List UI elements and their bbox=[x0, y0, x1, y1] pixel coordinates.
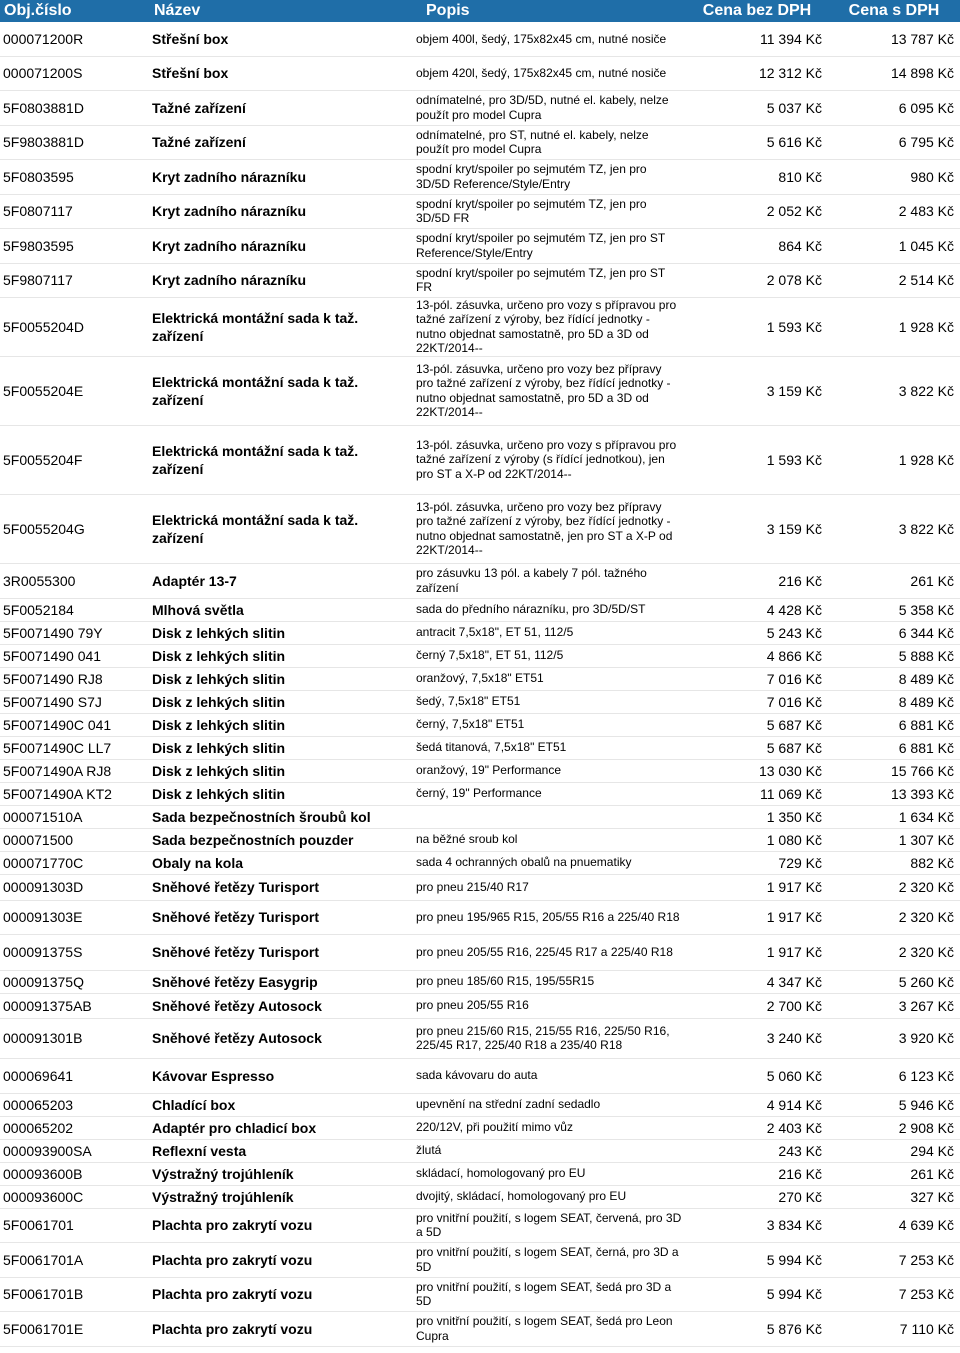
item-description: antracit 7,5x18", ET 51, 112/5 bbox=[416, 625, 574, 640]
item-name: Sněhové řetězy Turisport bbox=[152, 879, 320, 895]
item-code: 000091375Q bbox=[3, 973, 84, 990]
item-price-gross: 3 267 Kč bbox=[898, 997, 954, 1014]
item-price-gross: 7 253 Kč bbox=[898, 1251, 954, 1268]
item-description: spodní kryt/spoiler po sejmutém TZ, jen pro 3D/5D Reference/Style/Entry bbox=[416, 162, 647, 191]
item-price-gross: 13 787 Kč bbox=[890, 30, 954, 47]
table-row bbox=[0, 563, 960, 598]
item-name: Plachta pro zakrytí vozu bbox=[152, 1217, 313, 1233]
item-name: Obaly na kola bbox=[152, 854, 244, 871]
table-row bbox=[0, 1058, 960, 1093]
item-price-gross: 4 639 Kč bbox=[898, 1217, 954, 1233]
table-row bbox=[0, 22, 960, 56]
item-price-net: 5 994 Kč bbox=[766, 1251, 822, 1268]
item-code: 000071500 bbox=[3, 831, 74, 848]
item-code: 5F9803881D bbox=[3, 134, 84, 150]
item-code: 3R0055300 bbox=[3, 572, 76, 589]
table-row bbox=[0, 425, 960, 494]
item-description: pro pneu 205/55 R16 bbox=[416, 998, 529, 1013]
item-code: 000071200R bbox=[3, 30, 84, 47]
item-price-gross: 1 928 Kč bbox=[898, 451, 954, 468]
item-price-net: 243 Kč bbox=[778, 1142, 822, 1159]
item-price-gross: 7 110 Kč bbox=[899, 1320, 954, 1337]
item-price-net: 11 069 Kč bbox=[759, 785, 822, 802]
item-name: Reflexní vesta bbox=[152, 1142, 247, 1159]
item-description: pro pneu 215/60 R15, 215/55 R16, 225/50 R16, 225/45 R17, 225/40 R18 a 235/40 R18 bbox=[416, 1023, 670, 1052]
item-price-gross: 14 898 Kč bbox=[890, 65, 954, 81]
table-row bbox=[0, 1162, 960, 1185]
item-description: šedá titanová, 7,5x18" ET51 bbox=[416, 740, 567, 755]
item-description: pro pneu 185/60 R15, 195/55R15 bbox=[416, 974, 595, 989]
item-description: 13-pól. zásuvka, určeno pro vozy s přípravou pro tažné zařízení z výroby, bez řídící jednotky - nutno objednat samostatně, pro 5D a 3D od 22KT/2014-- bbox=[416, 297, 677, 355]
item-code: 5F0071490 79Y bbox=[3, 624, 103, 641]
table-row bbox=[0, 736, 960, 759]
item-price-gross: 980 Kč bbox=[910, 168, 954, 185]
item-price-gross: 8 489 Kč bbox=[898, 693, 954, 710]
table-row bbox=[0, 1018, 960, 1058]
item-price-gross: 261 Kč bbox=[910, 572, 954, 589]
item-price-gross: 261 Kč bbox=[910, 1165, 954, 1182]
item-price-net: 5 616 Kč bbox=[766, 134, 822, 150]
item-name: Mlhová světla bbox=[152, 601, 244, 618]
item-name: Elektrická montážní sada k taž. zařízení bbox=[152, 309, 359, 344]
item-code: 5F0061701 bbox=[3, 1217, 74, 1233]
item-price-net: 4 428 Kč bbox=[766, 601, 822, 618]
item-name: Sada bezpečnostních šroubů kol bbox=[152, 808, 371, 825]
item-price-net: 5 687 Kč bbox=[766, 716, 822, 733]
item-price-gross: 5 888 Kč bbox=[898, 647, 954, 664]
item-name: Kryt zadního nárazníku bbox=[152, 168, 307, 185]
item-code: 5F0807117 bbox=[3, 203, 73, 219]
item-price-net: 216 Kč bbox=[778, 1165, 822, 1182]
item-name: Disk z lehkých slitin bbox=[152, 739, 286, 756]
item-description: oranžový, 7,5x18" ET51 bbox=[416, 671, 544, 686]
item-name: Plachta pro zakrytí vozu bbox=[152, 1286, 313, 1302]
item-price-net: 216 Kč bbox=[778, 572, 822, 589]
item-price-net: 2 403 Kč bbox=[766, 1119, 822, 1136]
table-row bbox=[0, 970, 960, 993]
item-description: na běžné sroub kol bbox=[416, 832, 518, 847]
item-price-net: 729 Kč bbox=[778, 854, 822, 871]
item-name: Sněhové řetězy Autosock bbox=[152, 997, 322, 1014]
item-price-gross: 2 483 Kč bbox=[898, 203, 954, 219]
item-description: sada kávovaru do auta bbox=[416, 1068, 538, 1083]
header-description: Popis bbox=[410, 0, 686, 22]
item-name: Disk z lehkých slitin bbox=[152, 693, 286, 710]
item-price-gross: 5 946 Kč bbox=[898, 1096, 954, 1113]
item-code: 000093900SA bbox=[3, 1142, 92, 1159]
item-price-gross: 2 908 Kč bbox=[898, 1119, 954, 1136]
item-name: Disk z lehkých slitin bbox=[152, 762, 286, 779]
item-name: Sněhové řetězy Turisport bbox=[152, 944, 320, 960]
header-row bbox=[0, 0, 960, 22]
item-name: Plachta pro zakrytí vozu bbox=[152, 1320, 313, 1337]
table-row bbox=[0, 1311, 960, 1346]
item-price-net: 5 243 Kč bbox=[766, 624, 822, 641]
table-row bbox=[0, 159, 960, 194]
table-row bbox=[0, 644, 960, 667]
item-code: 5F0055204G bbox=[3, 520, 85, 537]
table-row bbox=[0, 56, 960, 90]
item-description: pro pneu 205/55 R16, 225/45 R17 a 225/40 R18 bbox=[416, 944, 673, 959]
item-price-gross: 5 358 Kč bbox=[898, 601, 954, 618]
item-code: 5F0071490A RJ8 bbox=[3, 762, 112, 779]
table-row bbox=[0, 621, 960, 644]
item-price-gross: 294 Kč bbox=[910, 1142, 954, 1159]
item-price-gross: 6 344 Kč bbox=[898, 624, 954, 641]
item-description: šedý, 7,5x18" ET51 bbox=[416, 694, 521, 709]
item-code: 5F0071490 S7J bbox=[3, 693, 102, 710]
item-price-net: 3 240 Kč bbox=[766, 1030, 822, 1046]
item-price-gross: 6 881 Kč bbox=[898, 739, 954, 756]
item-description: oranžový, 19" Performance bbox=[416, 763, 561, 778]
header-code: Obj.číslo bbox=[0, 0, 144, 22]
item-name: Elektrická montážní sada k taž. zařízení bbox=[152, 511, 359, 546]
item-name: Kávovar Espresso bbox=[152, 1067, 275, 1084]
item-description: pro vnitřní použití, s logem SEAT, šedá pro Leon Cupra bbox=[416, 1314, 673, 1343]
item-price-net: 5 876 Kč bbox=[766, 1320, 822, 1337]
item-description: pro pneu 215/40 R17 bbox=[416, 879, 529, 894]
item-name: Kryt zadního nárazníku bbox=[152, 203, 307, 219]
item-description: odnímatelné, pro ST, nutné el. kabely, nelze použít pro model Cupra bbox=[416, 127, 649, 156]
item-price-net: 4 866 Kč bbox=[766, 647, 822, 664]
item-name: Výstražný trojúhleník bbox=[152, 1165, 294, 1182]
item-price-net: 4 914 Kč bbox=[766, 1096, 822, 1113]
item-price-gross: 2 320 Kč bbox=[898, 944, 954, 960]
item-price-net: 12 312 Kč bbox=[758, 65, 822, 81]
table-row bbox=[0, 874, 960, 900]
item-description: 13-pól. zásuvka, určeno pro vozy bez přípravy pro tažné zařízení z výroby, bez řídící jednotky - nutno objednat samostatně, pro 5D a 3D od 22KT/2014-- bbox=[416, 361, 671, 419]
item-price-net: 11 394 Kč bbox=[759, 30, 822, 47]
table-row bbox=[0, 759, 960, 782]
item-code: 000091303D bbox=[3, 879, 84, 895]
item-price-net: 1 917 Kč bbox=[766, 909, 822, 925]
item-code: 5F0071490A KT2 bbox=[3, 785, 112, 802]
item-name: Střešní box bbox=[152, 65, 229, 81]
table-row bbox=[0, 667, 960, 690]
item-code: 000091375AB bbox=[3, 997, 92, 1014]
item-price-net: 5 994 Kč bbox=[766, 1286, 822, 1302]
item-price-net: 3 834 Kč bbox=[766, 1217, 822, 1233]
item-code: 000091375S bbox=[3, 944, 83, 960]
table-row bbox=[0, 598, 960, 621]
table-row bbox=[0, 782, 960, 805]
table-row bbox=[0, 125, 960, 159]
item-price-net: 3 159 Kč bbox=[766, 520, 822, 537]
item-description: 13-pól. zásuvka, určeno pro vozy s přípravou pro tažné zařízení z výroby (s řídící jednotkou), jen pro ST a X-P od 22KT/2014-- bbox=[416, 437, 677, 481]
item-description: černý, 19" Performance bbox=[416, 786, 542, 801]
item-price-net: 1 593 Kč bbox=[766, 451, 822, 468]
item-price-net: 5 060 Kč bbox=[766, 1067, 822, 1084]
item-price-gross: 2 320 Kč bbox=[898, 909, 954, 925]
table-row bbox=[0, 993, 960, 1018]
item-price-net: 5 687 Kč bbox=[766, 739, 822, 756]
table-row bbox=[0, 297, 960, 356]
item-description: pro zásuvku 13 pól. a kabely 7 pól. tažného zařízení bbox=[416, 566, 647, 595]
item-code: 000071770C bbox=[3, 854, 84, 871]
table-row bbox=[0, 1185, 960, 1208]
header-price-gross: Cena s DPH bbox=[828, 0, 960, 22]
header-name: Název bbox=[144, 0, 410, 22]
item-code: 5F0071490C 041 bbox=[3, 716, 112, 733]
item-name: Chladící box bbox=[152, 1096, 236, 1113]
item-description: sada 4 ochranných obalů na pnuematiky bbox=[416, 855, 632, 870]
table-row bbox=[0, 494, 960, 563]
item-code: 5F0061701A bbox=[3, 1251, 84, 1268]
item-price-net: 13 030 Kč bbox=[758, 762, 822, 779]
item-name: Sněhové řetězy Turisport bbox=[152, 909, 320, 925]
item-description: objem 420l, šedý, 175x82x45 cm, nutné nosiče bbox=[416, 65, 667, 80]
item-description: dvojitý, skládací, homologovaný pro EU bbox=[416, 1189, 627, 1204]
item-code: 5F0071490C LL7 bbox=[3, 739, 112, 756]
item-price-gross: 2 514 Kč bbox=[898, 272, 954, 288]
item-price-gross: 1 928 Kč bbox=[898, 318, 954, 335]
table-row bbox=[0, 900, 960, 934]
item-price-net: 4 347 Kč bbox=[766, 973, 822, 990]
item-code: 000065203 bbox=[3, 1096, 74, 1113]
item-price-net: 1 917 Kč bbox=[766, 944, 822, 960]
item-code: 000091301B bbox=[3, 1030, 83, 1046]
item-price-net: 810 Kč bbox=[778, 168, 822, 185]
table-row bbox=[0, 1116, 960, 1139]
item-name: Sada bezpečnostních pouzder bbox=[152, 831, 354, 848]
item-price-gross: 1 307 Kč bbox=[898, 831, 954, 848]
item-price-net: 270 Kč bbox=[778, 1188, 822, 1205]
item-code: 5F0052184 bbox=[3, 601, 74, 618]
item-price-net: 1 350 Kč bbox=[766, 808, 822, 825]
item-name: Elektrická montážní sada k taž. zařízení bbox=[152, 373, 359, 408]
item-price-gross: 15 766 Kč bbox=[890, 762, 954, 779]
item-description: pro vnitřní použití, s logem SEAT, šedá pro 3D a 5D bbox=[416, 1279, 672, 1308]
table-row bbox=[0, 1093, 960, 1116]
table-row bbox=[0, 805, 960, 828]
item-price-gross: 3 822 Kč bbox=[898, 382, 954, 399]
item-description: sada do předního nárazníku, pro 3D/5D/ST bbox=[416, 602, 646, 617]
item-price-gross: 8 489 Kč bbox=[898, 670, 954, 687]
item-price-net: 1 917 Kč bbox=[766, 879, 822, 895]
item-description: 13-pól. zásuvka, určeno pro vozy bez přípravy pro tažné zařízení z výroby, bez řídící jednotky - nutno objednat samostatně, jen pro ST a X-P od 22KT/2014-- bbox=[416, 499, 673, 557]
item-description: spodní kryt/spoiler po sejmutém TZ, jen pro 3D/5D FR bbox=[416, 196, 647, 225]
table-row bbox=[0, 934, 960, 970]
item-price-net: 7 016 Kč bbox=[766, 693, 822, 710]
table-row bbox=[0, 356, 960, 425]
item-name: Plachta pro zakrytí vozu bbox=[152, 1251, 313, 1268]
item-name: Tažné zařízení bbox=[152, 99, 246, 116]
item-name: Střešní box bbox=[152, 30, 229, 47]
item-description: pro vnitřní použití, s logem SEAT, červená, pro 3D a 5D bbox=[416, 1210, 682, 1239]
item-name: Výstražný trojúhleník bbox=[152, 1188, 294, 1205]
item-name: Disk z lehkých slitin bbox=[152, 716, 286, 733]
item-description bbox=[410, 805, 686, 828]
item-name: Adaptér pro chladicí box bbox=[152, 1119, 317, 1136]
item-price-gross: 13 393 Kč bbox=[890, 785, 954, 802]
item-description: spodní kryt/spoiler po sejmutém TZ, jen pro ST FR bbox=[416, 265, 665, 294]
item-description: objem 400l, šedý, 175x82x45 cm, nutné nosiče bbox=[416, 31, 667, 46]
item-code: 000069641 bbox=[3, 1067, 74, 1084]
item-name: Disk z lehkých slitin bbox=[152, 785, 286, 802]
item-description: spodní kryt/spoiler po sejmutém TZ, jen pro ST Reference/Style/Entry bbox=[416, 231, 665, 260]
item-price-net: 3 159 Kč bbox=[766, 382, 822, 399]
table-row bbox=[0, 228, 960, 263]
table-row bbox=[0, 851, 960, 874]
item-name: Disk z lehkých slitin bbox=[152, 647, 286, 664]
item-code: 000093600C bbox=[3, 1188, 84, 1205]
table-row bbox=[0, 263, 960, 297]
item-description: žlutá bbox=[416, 1143, 442, 1158]
item-price-gross: 1 634 Kč bbox=[898, 808, 954, 825]
item-description: 220/12V, při použití mimo vůz bbox=[416, 1120, 573, 1135]
table-row bbox=[0, 713, 960, 736]
header-price-net: Cena bez DPH bbox=[686, 0, 828, 22]
item-code: 000071510A bbox=[3, 808, 83, 825]
item-name: Disk z lehkých slitin bbox=[152, 624, 286, 641]
item-description: černý 7,5x18", ET 51, 112/5 bbox=[416, 648, 564, 663]
item-code: 5F0055204F bbox=[3, 451, 83, 468]
item-price-gross: 6 795 Kč bbox=[898, 134, 954, 150]
item-price-gross: 3 920 Kč bbox=[898, 1030, 954, 1046]
item-price-net: 1 080 Kč bbox=[766, 831, 822, 848]
table-row bbox=[0, 828, 960, 851]
table-row bbox=[0, 194, 960, 228]
item-code: 5F9807117 bbox=[3, 272, 73, 288]
item-code: 000091303E bbox=[3, 909, 83, 925]
item-code: 5F0071490 041 bbox=[3, 647, 102, 664]
item-code: 5F0061701B bbox=[3, 1286, 84, 1302]
table-row bbox=[0, 1242, 960, 1277]
item-name: Tažné zařízení bbox=[152, 134, 246, 150]
item-name: Disk z lehkých slitin bbox=[152, 670, 286, 687]
item-price-net: 2 052 Kč bbox=[766, 203, 822, 219]
item-code: 5F0055204E bbox=[3, 382, 84, 399]
item-name: Sněhové řetězy Easygrip bbox=[152, 973, 318, 990]
table-row bbox=[0, 1277, 960, 1311]
item-price-net: 1 593 Kč bbox=[766, 318, 822, 335]
item-name: Sněhové řetězy Autosock bbox=[152, 1030, 322, 1046]
item-name: Elektrická montážní sada k taž. zařízení bbox=[152, 442, 359, 477]
table-row bbox=[0, 690, 960, 713]
item-description: pro vnitřní použití, s logem SEAT, černá, pro 3D a 5D bbox=[416, 1245, 679, 1274]
item-price-gross: 7 253 Kč bbox=[898, 1286, 954, 1302]
item-code: 5F0055204D bbox=[3, 318, 84, 335]
item-price-net: 7 016 Kč bbox=[766, 670, 822, 687]
table-row bbox=[0, 1139, 960, 1162]
item-name: Kryt zadního nárazníku bbox=[152, 272, 307, 288]
item-code: 000071200S bbox=[3, 65, 83, 81]
item-price-net: 864 Kč bbox=[778, 237, 822, 254]
item-price-net: 5 037 Kč bbox=[766, 99, 822, 116]
item-price-gross: 3 822 Kč bbox=[898, 520, 954, 537]
item-price-gross: 6 123 Kč bbox=[898, 1067, 954, 1084]
item-price-gross: 327 Kč bbox=[910, 1188, 954, 1205]
item-price-gross: 5 260 Kč bbox=[898, 973, 954, 990]
item-price-gross: 1 045 Kč bbox=[898, 237, 954, 254]
item-price-net: 2 700 Kč bbox=[766, 997, 822, 1014]
item-price-gross: 6 881 Kč bbox=[898, 716, 954, 733]
item-code: 5F9803595 bbox=[3, 237, 74, 254]
item-description: skládací, homologovaný pro EU bbox=[416, 1166, 586, 1181]
item-price-gross: 882 Kč bbox=[910, 854, 954, 871]
item-description: pro pneu 195/965 R15, 205/55 R16 a 225/40 R18 bbox=[416, 909, 680, 924]
item-code: 5F0803595 bbox=[3, 168, 74, 185]
item-price-gross: 2 320 Kč bbox=[898, 879, 954, 895]
item-name: Kryt zadního nárazníku bbox=[152, 237, 307, 254]
item-description: upevnění na střední zadní sedadlo bbox=[416, 1097, 601, 1112]
item-code: 5F0071490 RJ8 bbox=[3, 670, 103, 687]
item-price-gross: 6 095 Kč bbox=[898, 99, 954, 116]
item-name: Adaptér 13-7 bbox=[152, 572, 237, 589]
item-code: 5F0803881D bbox=[3, 99, 84, 116]
item-code: 000093600B bbox=[3, 1165, 83, 1182]
item-description: černý, 7,5x18" ET51 bbox=[416, 717, 525, 732]
item-code: 5F0061701E bbox=[3, 1320, 84, 1337]
item-description: odnímatelné, pro 3D/5D, nutné el. kabely, nelze použít pro model Cupra bbox=[416, 93, 669, 122]
table-row bbox=[0, 1208, 960, 1242]
item-code: 000065202 bbox=[3, 1119, 74, 1136]
item-price-net: 2 078 Kč bbox=[766, 272, 822, 288]
table-row bbox=[0, 90, 960, 125]
